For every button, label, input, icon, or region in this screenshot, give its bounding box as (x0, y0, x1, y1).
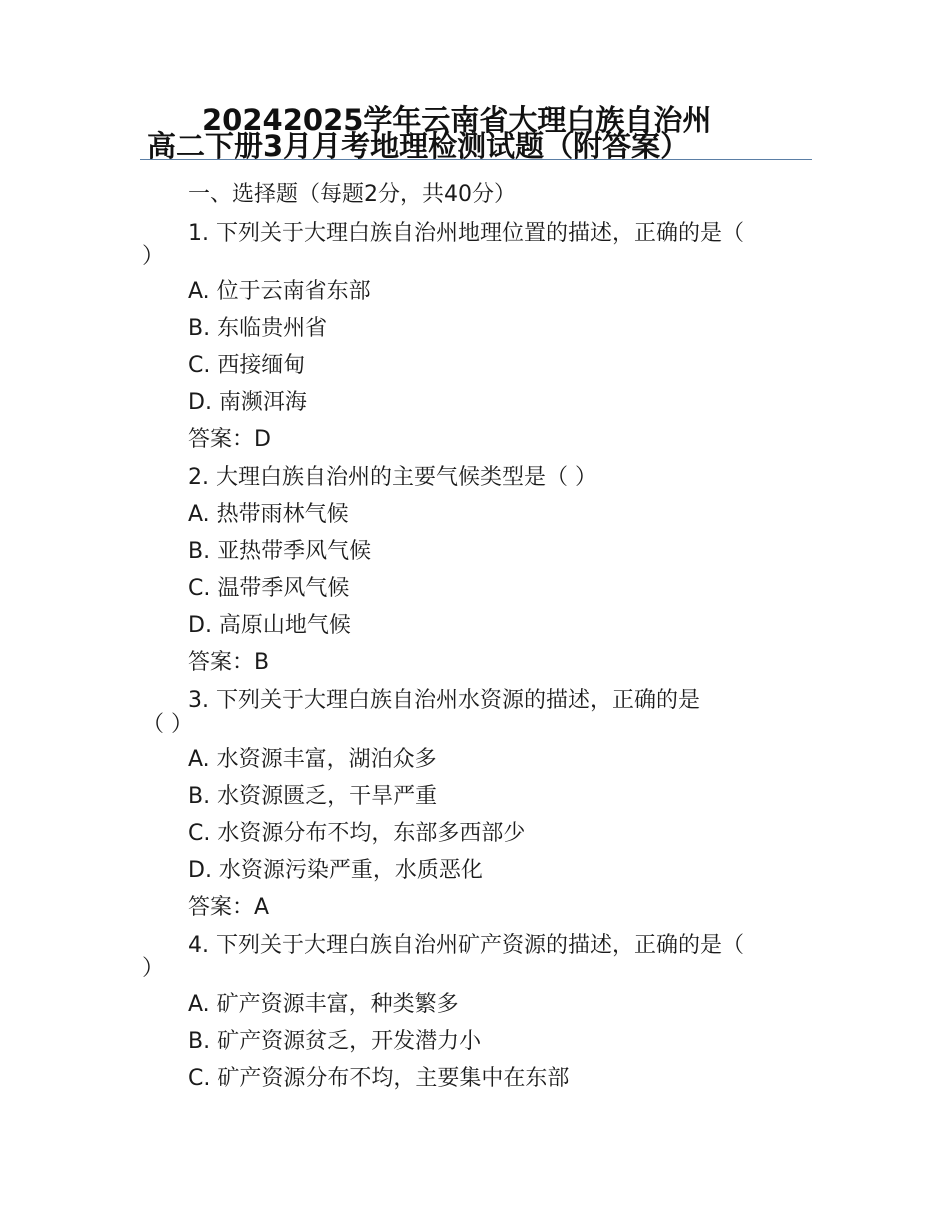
question-3-stem: 3. 下列关于大理白族自治州水资源的描述，正确的是 (188, 688, 700, 713)
question-2-answer: 答案：B (188, 650, 270, 675)
question-4-option-a: A. 矿产资源丰富，种类繁多 (188, 992, 459, 1017)
document-title (140, 104, 812, 164)
question-2-option-c: C. 温带季风气候 (188, 576, 350, 601)
question-4-option-c: C. 矿产资源分布不均，主要集中在东部 (188, 1066, 570, 1091)
question-2-stem: 2. 大理白族自治州的主要气候类型是（ ） (188, 465, 597, 490)
title-underline (140, 159, 812, 160)
question-4-stem: 4. 下列关于大理白族自治州矿产资源的描述，正确的是（ (188, 933, 744, 958)
question-1-option-d: D. 南濒洱海 (188, 390, 307, 415)
title-line-2: 高二下册3月月考地理检测试题（附答案） (147, 129, 690, 163)
question-3-option-a: A. 水资源丰富，湖泊众多 (188, 747, 437, 772)
question-3-option-b: B. 水资源匮乏，干旱严重 (188, 784, 438, 809)
question-4-stem-continuation: ） (142, 956, 165, 981)
question-1-option-b: B. 东临贵州省 (188, 316, 328, 341)
question-3-option-c: C. 水资源分布不均，东部多西部少 (188, 821, 526, 846)
question-3-option-d: D. 水资源污染严重，水质恶化 (188, 858, 483, 883)
question-2-option-a: A. 热带雨林气候 (188, 502, 349, 527)
question-2-option-b: B. 亚热带季风气候 (188, 539, 372, 564)
question-1-stem: 1. 下列关于大理白族自治州地理位置的描述，正确的是（ (188, 221, 744, 246)
question-1-option-c: C. 西接缅甸 (188, 353, 306, 378)
question-1-answer: 答案：D (188, 427, 271, 452)
title-line-1: 20242025学年云南省大理白族自治州 (202, 103, 712, 137)
question-4-option-b: B. 矿产资源贫乏，开发潜力小 (188, 1029, 482, 1054)
question-2-option-d: D. 高原山地气候 (188, 613, 351, 638)
question-1-stem-continuation: ） (142, 244, 165, 269)
question-1-option-a: A. 位于云南省东部 (188, 279, 371, 304)
question-3-stem-continuation: （ ） (142, 712, 193, 737)
section-heading: 一、选择题（每题2分，共40分） (188, 182, 516, 207)
question-3-answer: 答案：A (188, 895, 270, 920)
